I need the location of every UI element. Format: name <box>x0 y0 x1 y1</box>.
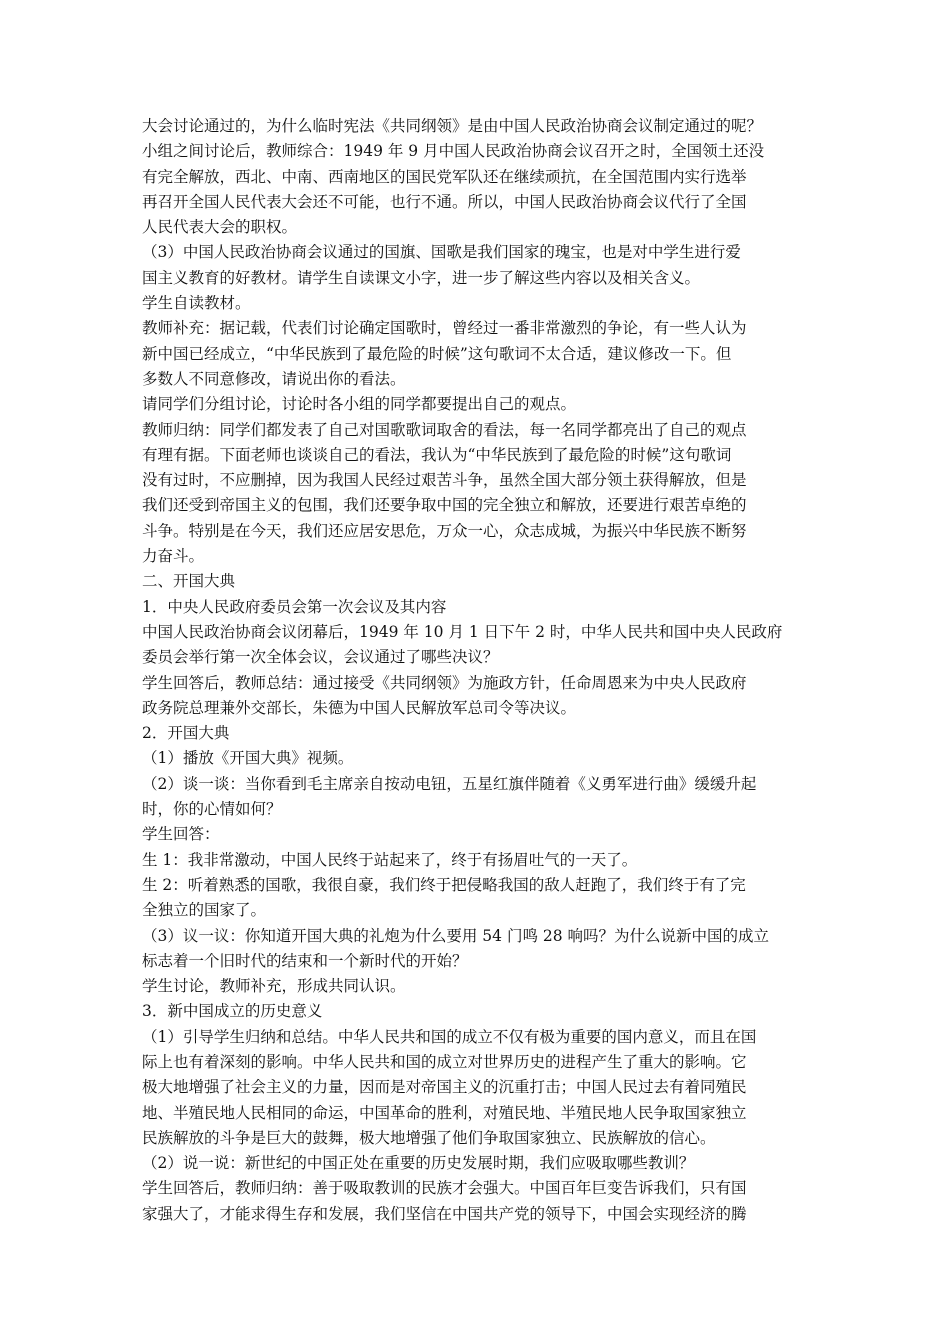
text-line: （1）播放《开国大典》视频。 <box>142 749 354 768</box>
text-line: 没有过时，不应删掉，因为我国人民经过艰苦斗争，虽然全国大部分领土获得解放，但是 <box>142 471 747 490</box>
text-line: 学生讨论，教师补充，形成共同认识。 <box>142 977 406 996</box>
text-line: 教师补充：据记载，代表们讨论确定国歌时，曾经过一番非常激烈的争论，有一些人认为 <box>142 319 747 338</box>
text-line: 生 1：我非常激动，中国人民终于站起来了，终于有扬眉吐气的一天了。 <box>142 850 638 869</box>
text-line: 时，你的心情如何？ <box>142 800 282 819</box>
document-body <box>142 114 812 1227</box>
text-line: 3．新中国成立的历史意义 <box>142 1002 323 1021</box>
text-line: 2．开国大典 <box>142 724 230 743</box>
text-line: 政务院总理兼外交部长，朱德为中国人民解放军总司令等决议。 <box>142 698 577 717</box>
text-line: 小组之间讨论后，教师综合：1949 年 9 月中国人民政治协商会议召开之时，全国领土还没 <box>142 142 765 161</box>
text-line: 二、开国大典 <box>142 572 236 591</box>
text-line: 人民代表大会的职权。 <box>142 218 298 237</box>
text-line: 生 2：听着熟悉的国歌，我很自豪，我们终于把侵略我国的敌人赶跑了，我们终于有了完 <box>142 875 746 894</box>
text-line: 力奋斗。 <box>142 547 205 566</box>
text-line: 际上也有着深刻的影响。中华人民共和国的成立对世界历史的进程产生了重大的影响。它 <box>142 1052 747 1071</box>
text-line: 国主义教育的好教材。请学生自读课文小字，进一步了解这些内容以及相关含义。 <box>142 268 701 287</box>
text-line: 我们还受到帝国主义的包围，我们还要争取中国的完全独立和解放，还要进行艰苦卓绝的 <box>142 496 747 515</box>
text-line: 民族解放的斗争是巨大的鼓舞，极大地增强了他们争取国家独立、民族解放的信心。 <box>142 1128 716 1147</box>
text-line: （2）谈一谈：当你看到毛主席亲自按动电钮，五星红旗伴随着《义勇军进行曲》缓缓升起 <box>142 774 757 793</box>
text-line: 新中国已经成立，“中华民族到了最危险的时候”这句歌词不太合适，建议修改一下。但 <box>142 344 732 363</box>
text-line: 请同学们分组讨论，讨论时各小组的同学都要提出自己的观点。 <box>142 395 577 414</box>
text-line: 全独立的国家了。 <box>142 901 267 920</box>
text-line: 极大地增强了社会主义的力量，因而是对帝国主义的沉重打击；中国人民过去有着同殖民 <box>142 1078 747 1097</box>
text-line: 1．中央人民政府委员会第一次会议及其内容 <box>142 597 447 616</box>
text-line: （1）引导学生归纳和总结。中华人民共和国的成立不仅有极为重要的国内意义，而且在国 <box>142 1027 757 1046</box>
text-line: 地、半殖民地人民相同的命运，中国革命的胜利，对殖民地、半殖民地人民争取国家独立 <box>142 1103 747 1122</box>
text-line: 学生回答后，教师总结：通过接受《共同纲领》为施政方针，任命周恩来为中央人民政府 <box>142 673 747 692</box>
text-line: 教师归纳：同学们都发表了自己对国歌歌词取舍的看法，每一名同学都亮出了自己的观点 <box>142 420 747 439</box>
text-line: 有理有据。下面老师也谈谈自己的看法，我认为“中华民族到了最危险的时候”这句歌词 <box>142 445 732 464</box>
text-line: 中国人民政治协商会议闭幕后，1949 年 10 月 1 日下午 2 时，中华人民共和国中央人民政府 <box>142 622 783 641</box>
text-line: 学生自读教材。 <box>142 294 251 313</box>
text-line: （3）议一议：你知道开国大典的礼炮为什么要用 54 门鸣 28 响吗？为什么说新中国的成立 <box>142 926 770 945</box>
text-line: （3）中国人民政治协商会议通过的国旗、国歌是我们国家的瑰宝，也是对中学生进行爱 <box>142 243 741 262</box>
text-line: 斗争。特别是在今天，我们还应居安思危，万众一心，众志成城，为振兴中华民族不断努 <box>142 521 747 540</box>
text-line: 多数人不同意修改，请说出你的看法。 <box>142 369 406 388</box>
text-line: 有完全解放，西北、中南、西南地区的国民党军队还在继续顽抗，在全国范围内实行选举 <box>142 167 747 186</box>
text-line: 标志着一个旧时代的结束和一个新时代的开始？ <box>142 951 468 970</box>
text-line: 学生回答： <box>142 825 220 844</box>
text-line: （2）说一说：新世纪的中国正处在重要的历史发展时期，我们应吸取哪些教训？ <box>142 1154 695 1173</box>
text-line: 再召开全国人民代表大会还不可能，也行不通。所以，中国人民政治协商会议代行了全国 <box>142 192 747 211</box>
text-line: 家强大了，才能求得生存和发展，我们坚信在中国共产党的领导下，中国会实现经济的腾 <box>142 1204 747 1223</box>
text-line: 委员会举行第一次全体会议，会议通过了哪些决议？ <box>142 648 499 667</box>
text-line: 学生回答后，教师归纳：善于吸取教训的民族才会强大。中国百年巨变告诉我们，只有国 <box>142 1179 747 1198</box>
text-line: 大会讨论通过的，为什么临时宪法《共同纲领》是由中国人民政治协商会议制定通过的呢？ <box>142 117 763 135</box>
